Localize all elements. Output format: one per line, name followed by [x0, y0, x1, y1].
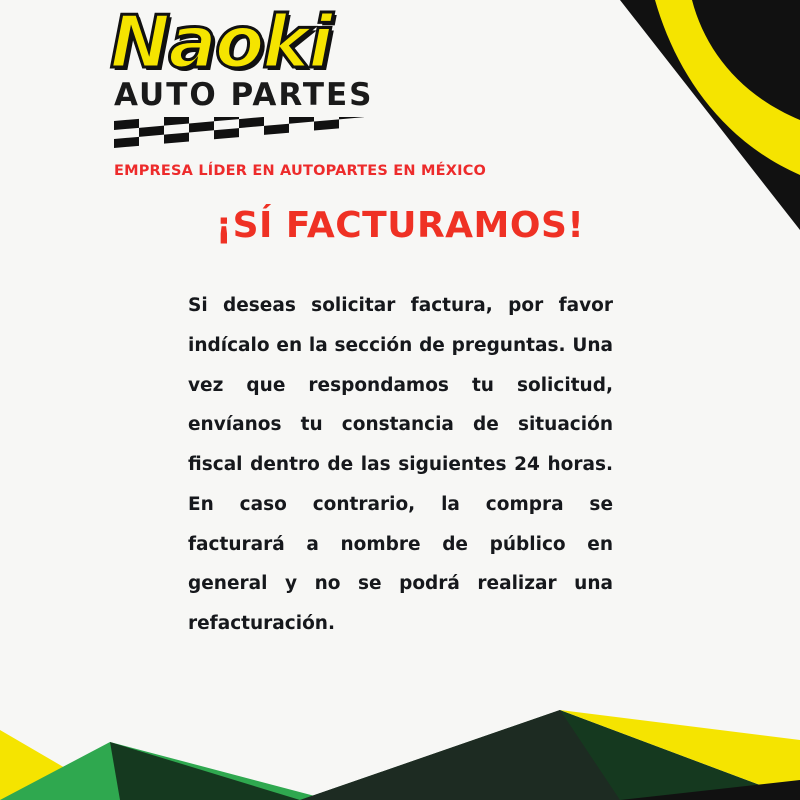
deco-black-inner-wedge	[692, 0, 800, 120]
deco-yellow-wedge	[655, 0, 800, 175]
deco-bottom-right-yellow	[560, 710, 800, 800]
deco-bottom-left-yellow	[0, 730, 120, 800]
brand-logo	[110, 0, 487, 179]
body-paragraph: Si deseas solicitar factura, por favor indícalo en la sección de preguntas. Una vez que respondamos tu solicitud, envíanos tu constancia de situación fiscal dentro de las siguientes 24 horas. En caso contrario, la compra se facturará a nombre de público en general y no se podrá realizar una refacturación.	[188, 295, 613, 635]
deco-black-wedge	[620, 0, 800, 230]
brand-tagline: EMPRESA LÍDER EN AUTOPARTES EN MÉXICO	[114, 163, 487, 179]
brand-subwordmark: AUTO PARTES	[114, 77, 374, 113]
deco-bottom-right-black	[620, 780, 800, 800]
brand-wordmark: Naoki	[110, 0, 331, 84]
deco-dark-green-wedge	[110, 742, 300, 800]
checkered-flag-icon	[114, 117, 364, 151]
deco-center-dark-wedge	[300, 710, 800, 800]
deco-green-wedge	[0, 742, 330, 800]
top-right-decoration	[470, 0, 800, 230]
page-title: ¡SÍ FACTURAMOS!	[215, 205, 585, 246]
deco-center-wedge-shadow	[300, 710, 620, 800]
